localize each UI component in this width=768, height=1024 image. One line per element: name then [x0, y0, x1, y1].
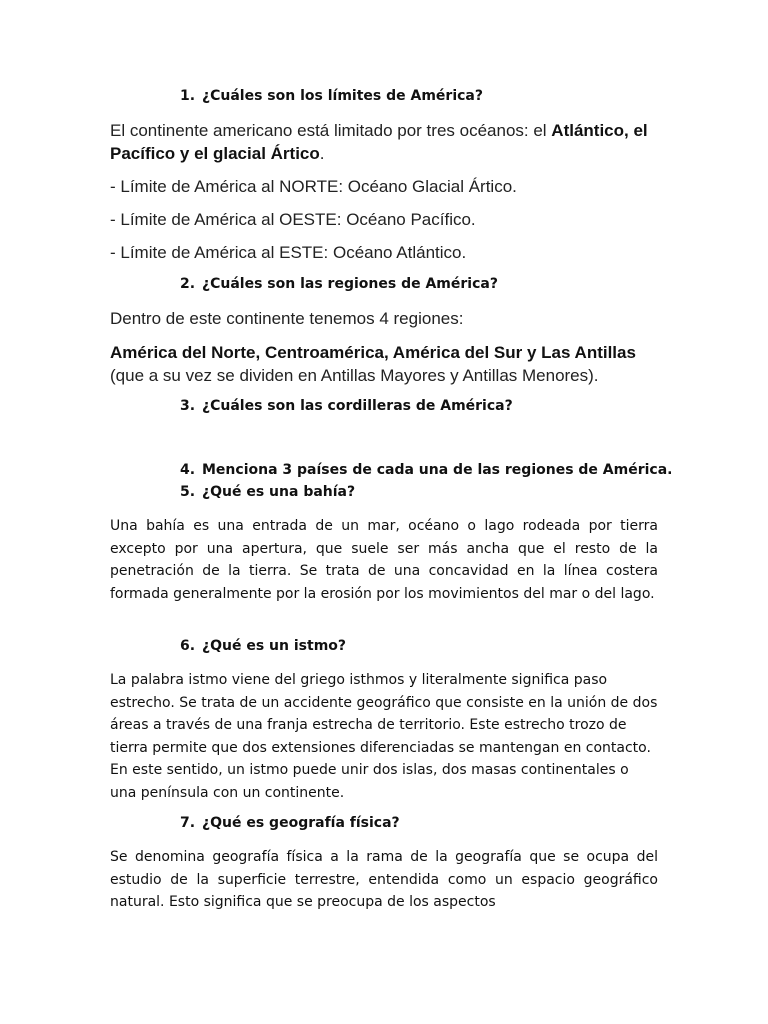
question-number: 7. [180, 815, 196, 831]
question-number: 3. [180, 398, 196, 414]
question-text: ¿Qué es geografía física? [202, 815, 400, 831]
answer-6: La palabra istmo viene del griego isthmos y literalmente significa paso estrecho. Se trata de un accidente geográfico que consiste en la unión de dos áreas a través de una franja estrecha de territorio. Este estrecho trozo de tierra permite que dos extensiones diferenciadas se mantengan en contacto. En este sentido, un istmo puede unir dos islas, dos masas continentales o una península con un continente. [110, 672, 658, 801]
regions-bold: América del Norte, Centroamérica, América del Sur y Las Antillas [110, 343, 636, 362]
question-text: ¿Cuáles son las cordilleras de América? [202, 398, 513, 414]
answer-7: Se denomina geografía física a la rama de la geografía que se ocupa del estudio de la superficie terrestre, entendida como un espacio geográfico natural. Esto significa que se preocupa de los aspectos [110, 849, 658, 910]
question-5 [180, 484, 355, 500]
question-2 [180, 276, 498, 292]
question-number: 1. [180, 88, 196, 104]
question-text: ¿Cuáles son las regiones de América? [202, 276, 498, 292]
question-number: 5. [180, 484, 196, 500]
question-text: ¿Qué es una bahía? [202, 484, 356, 500]
limit-east: - Límite de América al ESTE: Océano Atlántico. [110, 243, 467, 262]
question-3 [180, 398, 513, 414]
question-7 [180, 815, 400, 831]
question-4 [180, 462, 672, 478]
limit-north: - Límite de América al NORTE: Océano Glacial Ártico. [110, 177, 517, 196]
question-6 [180, 638, 346, 654]
oceans-bold: Atlántico, el Pacífico y el glacial Ártico [110, 121, 648, 163]
question-1 [180, 88, 483, 104]
question-text: Menciona 3 países de cada una de las regiones de América. [202, 462, 673, 478]
question-number: 4. [180, 462, 196, 478]
limit-west: - Límite de América al OESTE: Océano Pacífico. [110, 210, 476, 229]
answer-5: Una bahía es una entrada de un mar, océano o lago rodeada por tierra excepto por una apertura, que suele ser más ancha que el resto de la penetración de la tierra. Se trata de una concavidad en la línea costera formada generalmente por la erosión por los movimientos del mar o del lago. [110, 518, 658, 602]
answer-2-intro: Dentro de este continente tenemos 4 regiones: [110, 309, 464, 328]
question-number: 2. [180, 276, 196, 292]
question-text: ¿Cuáles son los límites de América? [202, 88, 483, 104]
question-text: ¿Qué es un istmo? [202, 638, 347, 654]
answer-1-intro: El continente americano está limitado por tres océanos: el Atlántico, el Pacífico y el glacial Ártico. [110, 121, 648, 163]
answer-2-regions: América del Norte, Centroamérica, América del Sur y Las Antillas (que a su vez se dividen en Antillas Mayores y Antillas Menores). [110, 343, 636, 385]
question-number: 6. [180, 638, 196, 654]
